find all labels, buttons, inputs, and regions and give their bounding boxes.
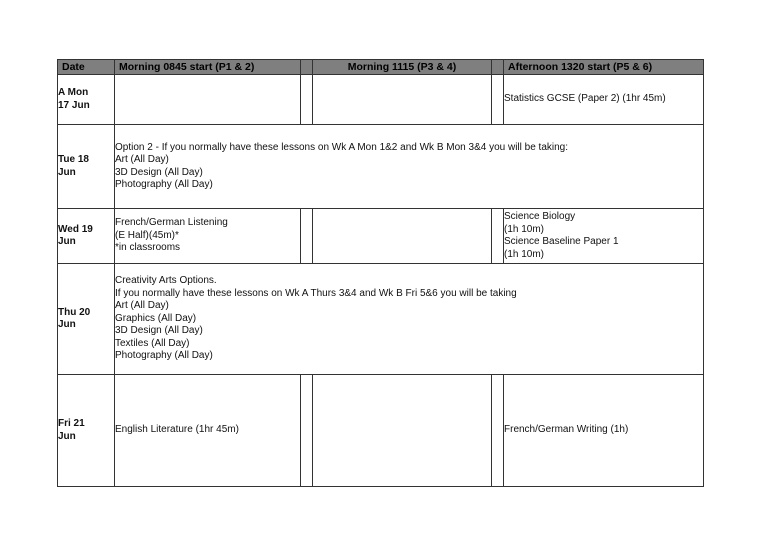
afternoon-cell xyxy=(504,375,704,487)
exam-entry: Art (All Day) xyxy=(115,154,169,165)
exam-entry: French/German Writing (1h) xyxy=(504,424,629,436)
table-row xyxy=(58,375,704,487)
table-row xyxy=(58,264,704,375)
morning-1-cell xyxy=(115,75,301,125)
morning-2-cell xyxy=(313,375,492,487)
date-line: Jun xyxy=(58,319,76,330)
date-cell xyxy=(58,209,115,264)
exam-entry: 3D Design (All Day) xyxy=(115,325,203,337)
full-day-cell xyxy=(115,125,704,209)
exam-timetable xyxy=(57,59,704,487)
exam-entry: Photography (All Day) xyxy=(115,179,213,190)
morning-1-cell xyxy=(115,209,301,264)
exam-entry: Science Baseline Paper 1 xyxy=(504,236,619,247)
spacer-cell xyxy=(301,375,313,487)
afternoon-cell xyxy=(504,75,704,125)
exam-entry: (E Half)(45m)* xyxy=(115,229,179,241)
date-line: Tue 18 xyxy=(58,154,89,165)
header-morning-1: Morning 0845 start (P1 & 2) xyxy=(115,60,301,75)
spacer-cell xyxy=(301,75,313,125)
date-line: Jun xyxy=(58,166,76,178)
exam-entry: French/German Listening xyxy=(115,217,228,229)
header-morning-2: Morning 1115 (P3 & 4) xyxy=(313,60,492,75)
header-afternoon: Afternoon 1320 start (P5 & 6) xyxy=(504,60,704,75)
table-row xyxy=(58,75,704,125)
exam-entry: Statistics GCSE (Paper 2) (1hr 45m) xyxy=(504,93,666,105)
morning-1-cell xyxy=(115,375,301,487)
spacer-cell xyxy=(301,209,313,264)
date-cell xyxy=(58,125,115,209)
morning-2-cell xyxy=(313,75,492,125)
exam-entry: If you normally have these lessons on Wk A Thurs 3&4 and Wk B Fri 5&6 you will be taking xyxy=(115,287,517,299)
header-date: Date xyxy=(58,60,115,75)
date-cell xyxy=(58,375,115,487)
date-line: Jun xyxy=(58,236,76,247)
afternoon-cell xyxy=(504,209,704,264)
header-spacer xyxy=(492,60,504,75)
exam-entry: Photography (All Day) xyxy=(115,350,213,362)
exam-entry: *in classrooms xyxy=(115,242,181,254)
spacer-cell xyxy=(492,75,504,125)
exam-entry: English Literature (1hr 45m) xyxy=(115,424,239,436)
date-line: A Mon xyxy=(58,87,89,98)
date-line: 17 Jun xyxy=(58,99,90,111)
spacer-cell xyxy=(492,209,504,264)
date-cell xyxy=(58,75,115,125)
date-cell xyxy=(58,264,115,375)
table-row xyxy=(58,125,704,209)
exam-entry: 3D Design (All Day) xyxy=(115,166,203,178)
date-line: Jun xyxy=(58,430,76,442)
spacer-cell xyxy=(492,375,504,487)
header-spacer xyxy=(301,60,313,75)
exam-entry: (1h 10m) xyxy=(504,223,545,235)
date-line: Thu 20 xyxy=(58,306,91,318)
exam-entry: Option 2 - If you normally have these lessons on Wk A Mon 1&2 and Wk B Mon 3&4 you will be taking: xyxy=(115,141,569,153)
exam-entry: (1h 10m) xyxy=(504,248,545,260)
date-line: Wed 19 xyxy=(58,223,93,235)
header-row xyxy=(58,60,704,75)
morning-2-cell xyxy=(313,209,492,264)
exam-entry: Art (All Day) xyxy=(115,300,169,312)
date-line: Fri 21 xyxy=(58,418,85,429)
exam-entry: Science Biology xyxy=(504,211,576,222)
exam-entry: Creativity Arts Options. xyxy=(115,275,217,287)
full-day-cell xyxy=(115,264,704,375)
exam-entry: Textiles (All Day) xyxy=(115,337,190,349)
exam-entry: Graphics (All Day) xyxy=(115,312,197,324)
table-row xyxy=(58,209,704,264)
